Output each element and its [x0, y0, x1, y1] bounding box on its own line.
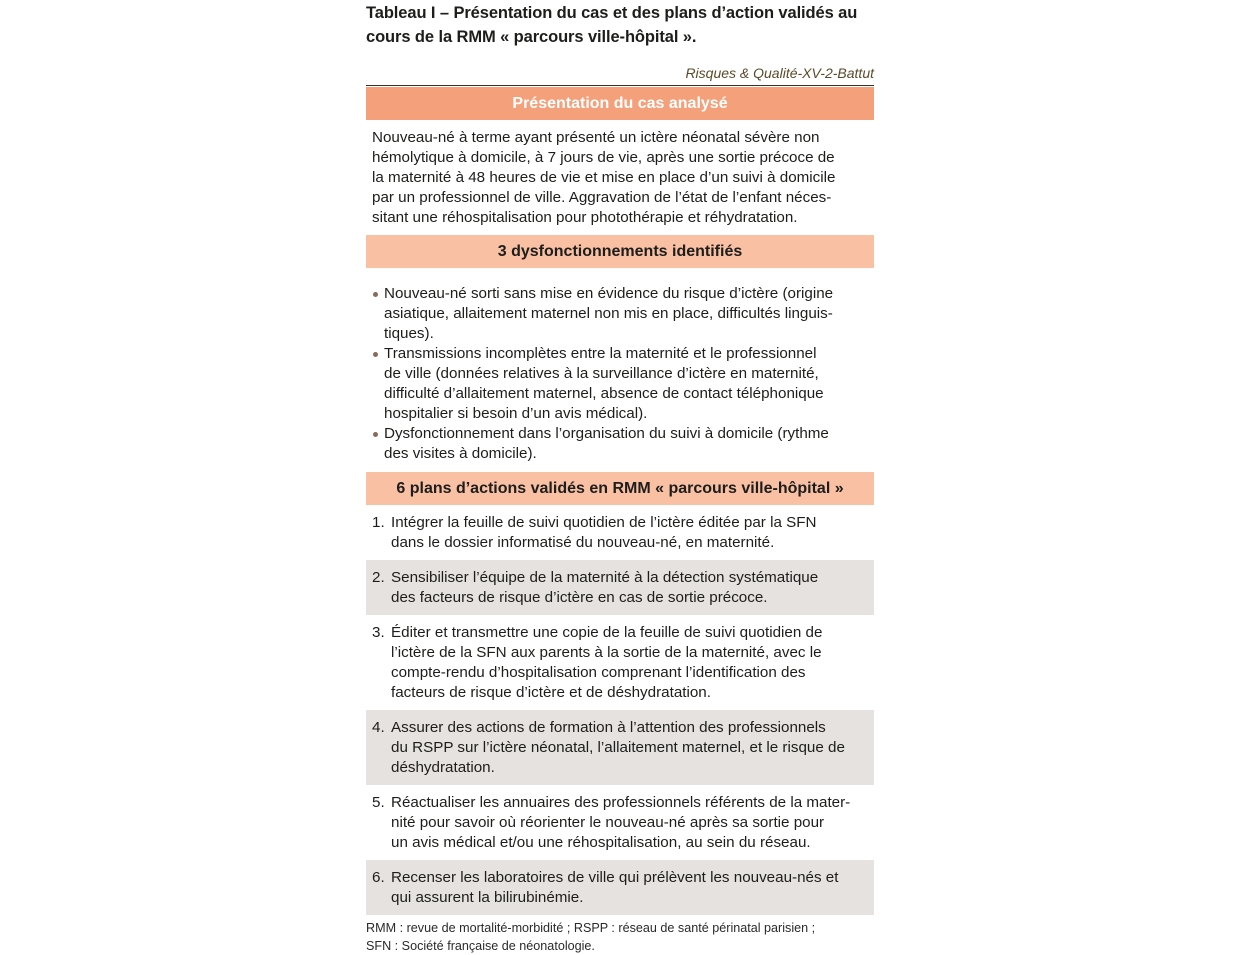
text-line: Nouveau-né sorti sans mise en évidence du risque d’ictère (origine [384, 285, 834, 302]
action-plan-row [366, 785, 874, 860]
text-line: Recenser les laboratoires de ville qui prélèvent les nouveau-nés et [391, 869, 839, 886]
action-number: 2. [372, 569, 385, 586]
section-heading-case: Présentation du cas analysé [366, 87, 874, 120]
case-description [366, 120, 874, 235]
text-line: hospitalier si besoin d’un avis médical). [384, 405, 648, 422]
dysfunction-item [372, 284, 868, 344]
text-line: nité pour savoir où réorienter le nouveau-né après sa sortie pour [391, 814, 825, 831]
text-line: déshydratation. [391, 759, 495, 776]
action-plan-row [366, 710, 874, 785]
text-line: l’ictère de la SFN aux parents à la sortie de la maternité, avec le [391, 644, 822, 661]
table-title-line: cours de la RMM « parcours ville-hôpital ». [366, 28, 697, 46]
action-plan-row [366, 860, 874, 915]
text-line: qui assurent la bilirubinémie. [391, 889, 584, 906]
text-line: un avis médical et/ou une réhospitalisation, au sein du réseau. [391, 834, 811, 851]
action-text [391, 513, 868, 553]
text-line: des facteurs de risque d’ictère en cas de sortie précoce. [391, 589, 768, 606]
table-title [366, 1, 874, 49]
source-citation: Risques & Qualité-XV-2-Battut [685, 65, 874, 81]
action-plan-row [366, 560, 874, 615]
action-text [391, 868, 868, 908]
table-title-line: Tableau I – Présentation du cas et des plans d’action validés au [366, 4, 858, 22]
action-number: 5. [372, 794, 385, 811]
dysfunction-list [366, 268, 874, 472]
dysfunction-item [372, 424, 868, 464]
text-line: Intégrer la feuille de suivi quotidien de l’ictère éditée par la SFN [391, 514, 817, 531]
footnote-line: RMM : revue de mortalité-morbidité ; RSPP : réseau de santé périnatal parisien ; [366, 921, 816, 935]
top-rule [366, 85, 874, 86]
text-line: Réactualiser les annuaires des professionnels référents de la mater- [391, 794, 851, 811]
text-line: hémolytique à domicile, à 7 jours de vie, après une sortie précoce de [372, 149, 835, 166]
text-line: la maternité à 48 heures de vie et mise en place d’un suivi à domicile [372, 169, 836, 186]
text-line: du RSPP sur l’ictère néonatal, l’allaitement maternel, et le risque de [391, 739, 845, 756]
text-line: Sensibiliser l’équipe de la maternité à la détection systématique [391, 569, 819, 586]
text-line: compte-rendu d’hospitalisation comprenant l’identification des [391, 664, 806, 681]
text-line: de ville (données relatives à la surveillance d’ictère en maternité, [384, 365, 819, 382]
text-line: facteurs de risque d’ictère et de déshydratation. [391, 684, 711, 701]
dysfunction-item [372, 344, 868, 424]
section-heading-action-plans: 6 plans d’actions validés en RMM « parcours ville-hôpital » [366, 472, 874, 505]
text-line: Transmissions incomplètes entre la maternité et le professionnel [384, 345, 817, 362]
action-plan-row [366, 615, 874, 710]
text-line: sitant une réhospitalisation pour photothérapie et réhydratation. [372, 209, 798, 226]
action-text [391, 623, 868, 703]
action-number: 4. [372, 719, 385, 736]
text-line: tiques). [384, 325, 434, 342]
text-line: Nouveau-né à terme ayant présenté un ictère néonatal sévère non [372, 129, 820, 146]
action-plan-row [366, 505, 874, 560]
action-number: 1. [372, 514, 385, 531]
text-line: Éditer et transmettre une copie de la feuille de suivi quotidien de [391, 624, 823, 641]
text-line: Assurer des actions de formation à l’attention des professionnels [391, 719, 826, 736]
action-text [391, 718, 868, 778]
text-line: par un professionnel de ville. Aggravation de l’état de l’enfant néces- [372, 189, 832, 206]
action-text [391, 793, 868, 853]
section-heading-dysfunctions: 3 dysfonctionnements identifiés [366, 235, 874, 268]
text-line: dans le dossier informatisé du nouveau-né, en maternité. [391, 534, 775, 551]
table-document [366, 0, 874, 955]
text-line: Dysfonctionnement dans l’organisation du suivi à domicile (rythme [384, 425, 829, 442]
action-number: 3. [372, 624, 385, 641]
footnote-abbreviations [366, 919, 874, 955]
footnote-line: SFN : Société française de néonatologie. [366, 939, 595, 953]
action-text [391, 568, 868, 608]
text-line: asiatique, allaitement maternel non mis en place, difficultés linguis- [384, 305, 833, 322]
text-line: des visites à domicile). [384, 445, 537, 462]
text-line: difficulté d’allaitement maternel, absence de contact téléphonique [384, 385, 824, 402]
action-number: 6. [372, 869, 385, 886]
